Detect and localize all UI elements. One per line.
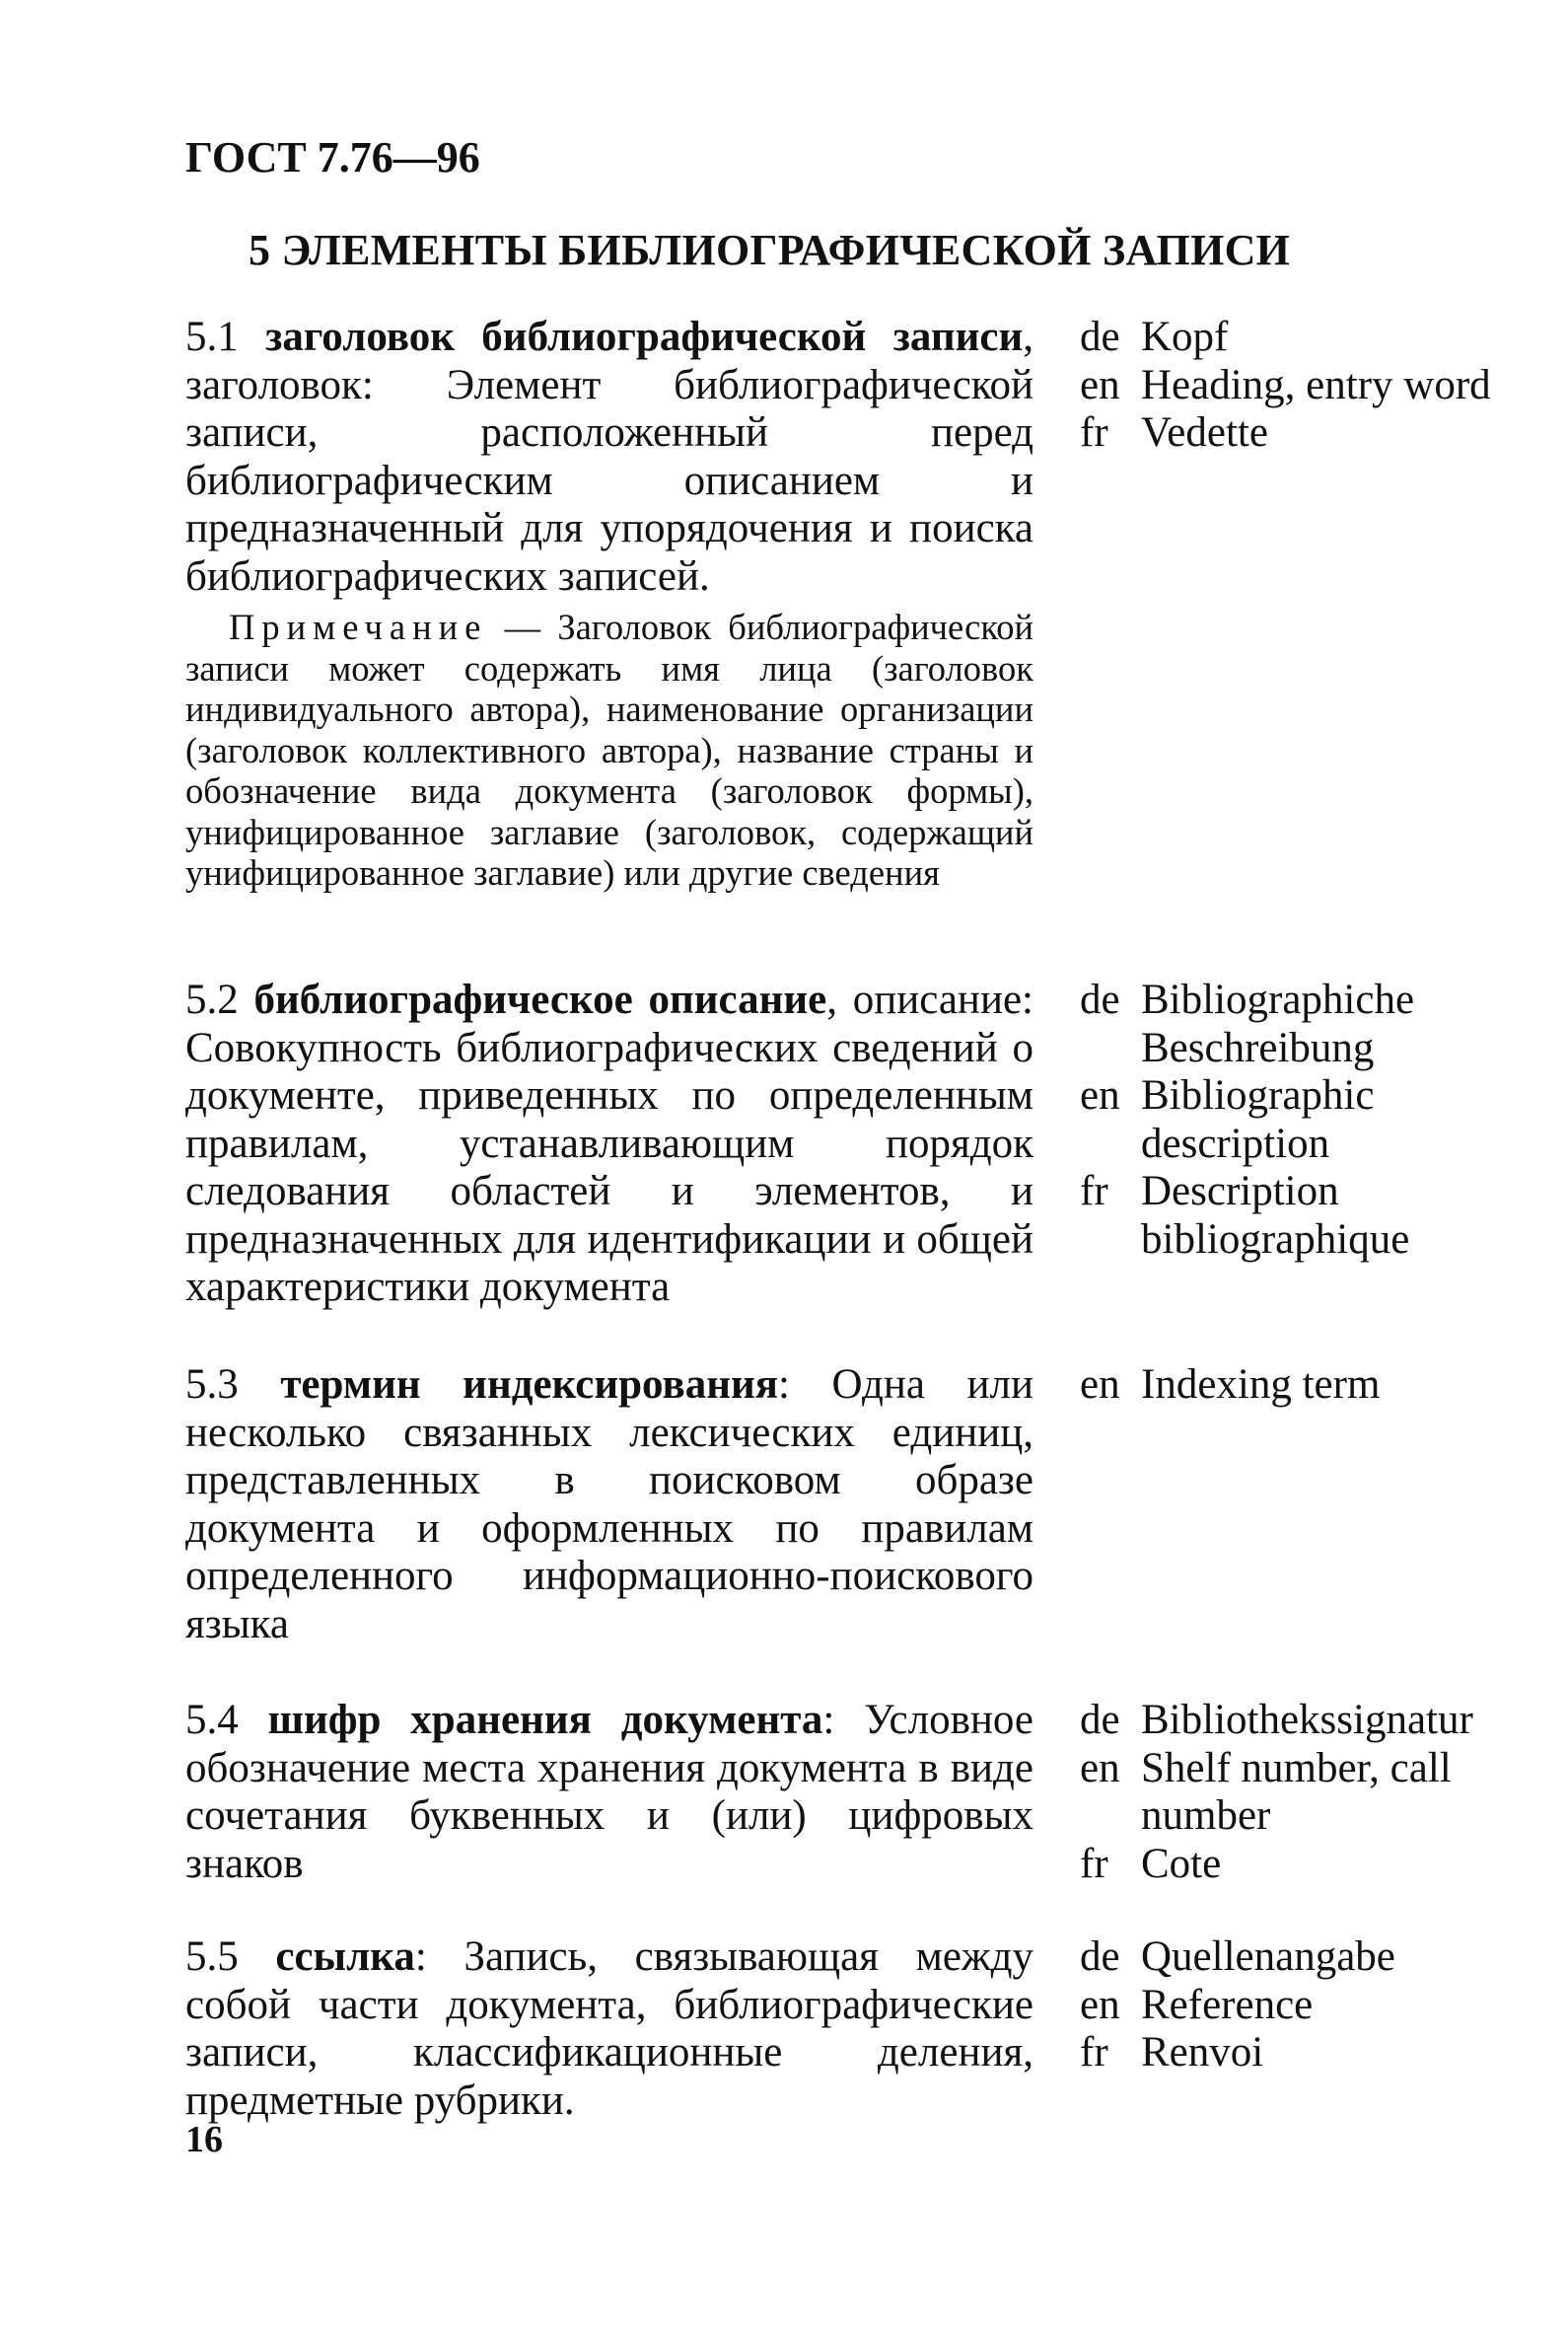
equivalent-term: Quellenangabe bbox=[1141, 1933, 1395, 1980]
equivalent-term: Description bibliographique bbox=[1141, 1168, 1410, 1263]
equivalent-en bbox=[1080, 362, 1553, 410]
term-number: 5.3 bbox=[185, 1361, 239, 1408]
standard-code: ГОСТ 7.76—96 bbox=[185, 133, 480, 182]
equivalent-term: Renvoi bbox=[1141, 2029, 1264, 2076]
lang-code: en bbox=[1080, 1072, 1120, 1119]
equivalent-term: Bibliothekssignatur bbox=[1141, 1697, 1473, 1743]
equivalent-term: Bibliographic description bbox=[1141, 1072, 1375, 1167]
lang-code: fr bbox=[1080, 1168, 1108, 1214]
equivalent-fr bbox=[1080, 2029, 1553, 2077]
lang-code: de bbox=[1080, 977, 1120, 1023]
equivalent-de bbox=[1080, 1697, 1553, 1745]
term-number: 5.1 bbox=[185, 314, 239, 360]
lang-code: de bbox=[1080, 314, 1120, 360]
foreign-equivalents bbox=[1080, 1697, 1553, 1888]
term-name: библиографическое описание bbox=[253, 977, 827, 1023]
lang-code: fr bbox=[1080, 409, 1108, 456]
equivalent-en bbox=[1080, 1072, 1553, 1168]
equivalent-term: Indexing term bbox=[1141, 1361, 1381, 1408]
equivalent-de bbox=[1080, 314, 1553, 362]
equivalent-en bbox=[1080, 1745, 1553, 1841]
term-definition bbox=[185, 1697, 1033, 1888]
term-number: 5.5 bbox=[185, 1933, 239, 1980]
term-entry-5-1 bbox=[185, 314, 1556, 894]
term-name: заголовок библиографической записи bbox=[265, 314, 1024, 360]
equivalent-fr bbox=[1080, 409, 1553, 458]
section-title: 5 ЭЛЕМЕНТЫ БИБЛИОГРАФИЧЕСКОЙ ЗАПИСИ bbox=[249, 226, 1291, 274]
term-name: ссылка bbox=[275, 1933, 415, 1980]
term-definition bbox=[185, 1361, 1033, 1648]
lang-code: de bbox=[1080, 1697, 1120, 1743]
term-entry-5-3 bbox=[185, 1361, 1556, 1648]
lang-code: fr bbox=[1080, 1840, 1108, 1887]
equivalent-de bbox=[1080, 1933, 1553, 1982]
equivalent-term: Shelf number, call number bbox=[1141, 1744, 1452, 1839]
foreign-equivalents bbox=[1080, 977, 1553, 1264]
equivalent-term: Reference bbox=[1141, 1981, 1314, 2028]
equivalent-en bbox=[1080, 1361, 1553, 1410]
definition-text: : Запись, связывающая между собой части документа, библиографические записи, классификационные деления, предметные рубрики. bbox=[185, 1933, 1033, 2124]
lang-code: de bbox=[1080, 1933, 1120, 1980]
equivalent-term: Heading, entry word bbox=[1141, 361, 1491, 408]
lang-code: en bbox=[1080, 1744, 1120, 1791]
term-number: 5.2 bbox=[185, 977, 239, 1023]
term-name: шифр хранения документа bbox=[267, 1697, 823, 1743]
equivalent-term: Cote bbox=[1141, 1840, 1222, 1887]
note-label: Примечание bbox=[229, 607, 488, 647]
definition-text: : Одна или несколько связанных лексических единиц, представленных в поисковом образе документа и оформленных по правилам определенного информационно-поискового языка bbox=[185, 1361, 1034, 1647]
lang-code: en bbox=[1080, 1981, 1120, 2028]
equivalent-de bbox=[1080, 977, 1553, 1072]
note-text: — Заголовок библиографической записи может содержать имя лица (заголовок индивидуального автора), наименование организации (заголовок коллективного автора), название страны и обозначение вида документа (заголовок формы), унифицированное заглавие (заголовок, содержащий унифицированное заглавие) или другие сведения bbox=[185, 607, 1033, 893]
term-entry-5-2 bbox=[185, 977, 1556, 1312]
definition-text: , заголовок: Элемент библиографической записи, расположенный перед библиографическим описанием и предназначенный для упорядочения и поиска библиографических записей. bbox=[185, 314, 1033, 600]
term-name: термин индексирования bbox=[280, 1361, 779, 1408]
term-definition bbox=[185, 314, 1033, 601]
equivalent-term: Bibliographiche Beschreibung bbox=[1141, 977, 1415, 1071]
definition-text: : Условное обозначение места хранения документа в виде сочетания буквенных и (или) цифровых знаков bbox=[185, 1697, 1033, 1887]
equivalent-en bbox=[1080, 1982, 1553, 2030]
equivalent-term: Kopf bbox=[1141, 314, 1229, 360]
equivalent-fr bbox=[1080, 1168, 1553, 1264]
equivalent-fr bbox=[1080, 1841, 1553, 1889]
definition-text: , описание: Совокупность библиографических сведений о документе, приведенных по определенным правилам, устанавливающим порядок следования областей и элементов, и предназначенных для идентификации и общей характеристики документа bbox=[185, 977, 1033, 1310]
term-definition bbox=[185, 977, 1033, 1312]
lang-code: en bbox=[1080, 361, 1120, 408]
foreign-equivalents bbox=[1080, 314, 1553, 458]
term-note bbox=[185, 607, 1033, 894]
term-entry-5-5 bbox=[185, 1933, 1556, 2125]
foreign-equivalents bbox=[1080, 1361, 1553, 1410]
term-entry-5-4 bbox=[185, 1697, 1556, 1888]
term-number: 5.4 bbox=[185, 1697, 239, 1743]
equivalent-term: Vedette bbox=[1141, 409, 1268, 456]
term-definition bbox=[185, 1933, 1033, 2125]
page-number: 16 bbox=[185, 2119, 223, 2160]
foreign-equivalents bbox=[1080, 1933, 1553, 2077]
lang-code: fr bbox=[1080, 2029, 1108, 2076]
lang-code: en bbox=[1080, 1361, 1120, 1408]
